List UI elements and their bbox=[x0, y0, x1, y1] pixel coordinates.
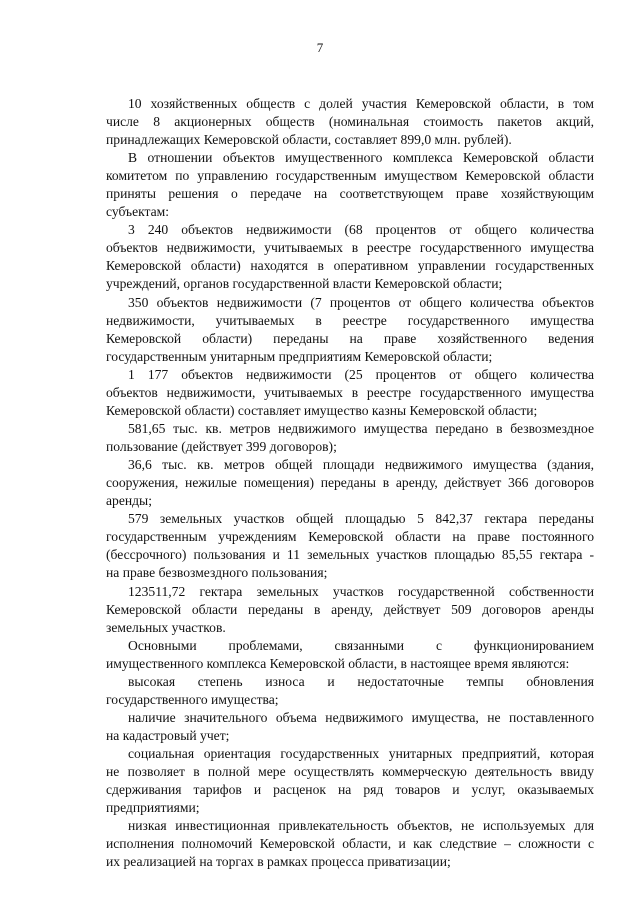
text-line: аренды; bbox=[106, 493, 152, 509]
document-body bbox=[106, 95, 594, 872]
paragraph bbox=[106, 95, 594, 149]
text-line: наличие значительного объема недвижимого имущества, не поставленного bbox=[128, 710, 594, 726]
text-line: пользование (действует 399 договоров); bbox=[106, 438, 337, 454]
text-line: государственного имущества; bbox=[106, 691, 279, 707]
text-line: комитетом по управлению государственным имуществом Кемеровской области bbox=[106, 168, 594, 184]
text-line: высокая степень износа и недостаточные темпы обновления bbox=[128, 673, 594, 689]
text-line: государственным учреждениям Кемеровской области на праве постоянного bbox=[106, 529, 594, 545]
text-line: сдерживания тарифов и расценок на ряд товаров и услуг, оказываемых bbox=[106, 782, 594, 798]
paragraph bbox=[106, 420, 594, 456]
paragraph bbox=[106, 583, 594, 637]
text-line: на праве безвозмездного пользования; bbox=[106, 565, 328, 581]
paragraph bbox=[106, 366, 594, 420]
text-line: 10 хозяйственных обществ с долей участия Кемеровской области, в том bbox=[128, 96, 594, 111]
text-line: 36,6 тыс. кв. метров общей площади недвижимого имущества (здания, bbox=[128, 457, 594, 473]
text-line: социальная ориентация государственных унитарных предприятий, которая bbox=[128, 746, 594, 762]
text-line: (бессрочного) пользования и 11 земельных участков площадью 85,55 гектара - bbox=[106, 547, 594, 563]
paragraph bbox=[106, 637, 594, 673]
text-line: 350 объектов недвижимости (7 процентов от общего количества объектов bbox=[128, 294, 594, 310]
text-line: объектов недвижимости, учитываемых в реестре государственного имущества bbox=[106, 240, 594, 256]
text-line: 1 177 объектов недвижимости (25 процентов от общего количества bbox=[128, 366, 594, 382]
paragraph bbox=[106, 221, 594, 293]
paragraph bbox=[106, 673, 594, 709]
text-line: сооружения, нежилые помещения) переданы в аренду, действует 366 договоров bbox=[106, 475, 594, 491]
text-line: недвижимости, учитываемых в реестре государственного имущества bbox=[106, 312, 594, 328]
text-line: на кадастровый учет; bbox=[106, 728, 230, 744]
text-line: Кемеровской области) составляет имущество казны Кемеровской области; bbox=[106, 402, 538, 418]
text-line: имущественного комплекса Кемеровской области, в настоящее время являются: bbox=[106, 655, 570, 671]
paragraph bbox=[106, 745, 594, 817]
text-line: предприятиями; bbox=[106, 800, 200, 816]
text-line: 123511,72 гектара земельных участков государственной собственности bbox=[128, 583, 594, 599]
paragraph bbox=[106, 817, 594, 871]
text-line: объектов недвижимости, учитываемых в реестре государственного имущества bbox=[106, 384, 594, 400]
text-line: числе 8 акционерных обществ (номинальная стоимость пакетов акций, bbox=[106, 114, 594, 129]
text-line: В отношении объектов имущественного комплекса Кемеровской области bbox=[128, 150, 594, 166]
page-number: 7 bbox=[316, 40, 324, 55]
text-line: субъектам: bbox=[106, 204, 170, 220]
text-line: земельных участков. bbox=[106, 619, 226, 635]
text-line: 3 240 объектов недвижимости (68 процентов от общего количества bbox=[128, 222, 594, 238]
text-line: Кемеровской области переданы в аренду, действует 509 договоров аренды bbox=[106, 601, 594, 617]
text-line: 581,65 тыс. кв. метров недвижимого имущества передано в безвозмездное bbox=[128, 420, 594, 436]
text-line: государственным унитарным предприятиям Кемеровской области; bbox=[106, 348, 493, 364]
paragraph bbox=[106, 294, 594, 366]
paragraph bbox=[106, 149, 594, 221]
paragraph bbox=[106, 709, 594, 745]
paragraph bbox=[106, 510, 594, 582]
text-line: Основными проблемами, связанными с функционированием bbox=[128, 637, 594, 653]
text-line: приняты решения о передаче на соответствующем праве хозяйствующим bbox=[106, 186, 594, 202]
text-line: их реализацией на торгах в рамках процесса приватизации; bbox=[106, 854, 451, 870]
text-line: не позволяет в полной мере осуществлять коммерческую деятельность ввиду bbox=[106, 764, 594, 780]
text-line: низкая инвестиционная привлекательность объектов, не используемых для bbox=[128, 818, 594, 834]
text-line: 579 земельных участков общей площадью 5 842,37 гектара переданы bbox=[128, 511, 594, 527]
text-line: принадлежащих Кемеровской области, составляет 899,0 млн. рублей). bbox=[106, 132, 512, 147]
text-line: учреждений, органов государственной власти Кемеровской области; bbox=[106, 276, 503, 292]
text-line: исполнения полномочий Кемеровской области, и как следствие – сложности с bbox=[106, 836, 594, 852]
text-line: Кемеровской области) находятся в оперативном управлении государственных bbox=[106, 258, 594, 274]
text-line: Кемеровской области) переданы на праве хозяйственного ведения bbox=[106, 330, 594, 346]
paragraph bbox=[106, 456, 594, 510]
